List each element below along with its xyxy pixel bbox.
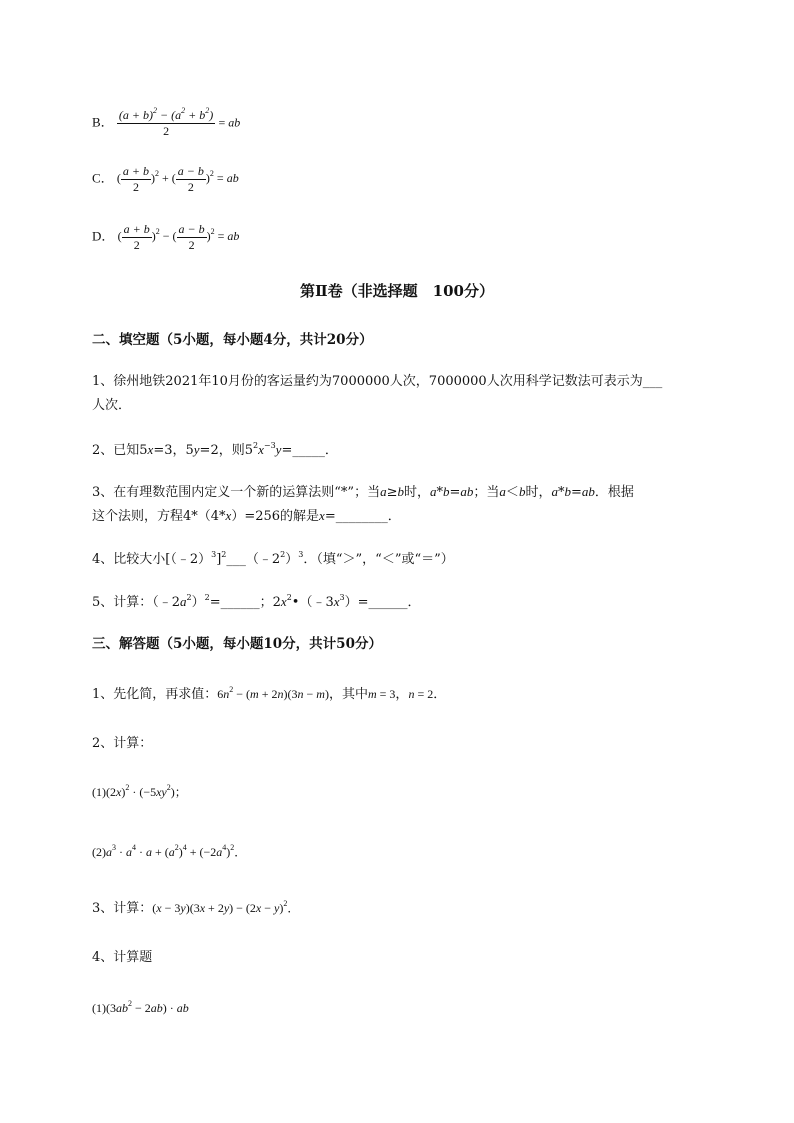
section2-heading: 二、填空题（5小题，每小题4分，共计20分） [92,332,373,348]
s3-question-2-part-2: $(2)a^3 \cdot a^4 \cdot a + (a^2)^4 + (-2a^4)^2$． [92,843,247,859]
option-d [92,222,239,253]
s2-question-3-line2: 这个法则，方程4*（4*x）=256的解是x=________． [92,508,401,524]
s2-question-1-line1: 1、徐州地铁2021年10月份的客运量约为7000000人次，7000000人次用科学记数法可表示为___ [92,374,663,389]
option-c-label: C． [92,170,114,186]
option-c [92,164,239,195]
section3-heading: 三、解答题（5小题，每小题10分，共计50分） [92,636,382,652]
s3-question-4-part-1: $(1)(3ab^2 - 2ab)$ · ab [92,999,189,1015]
option-d-formula: ( $\frac{a + b}{2}$ )$^2$ − ( $\frac{a - b}{2}$ )$^2$ = ab [117,222,240,252]
option-b-label: B． [92,114,114,130]
s2-question-5: 5、计算：$(﹣2a^2)^2=\_\_\_\_\_\_$；$2x^2•(﹣3x^3)=\_\_\_\_\_\_$． [92,593,421,610]
s3-question-2: 2、计算： [92,736,153,751]
part2-title: 第Ⅱ卷（非选择题 100分） [300,282,494,300]
s2-question-2: 2、已知5x=3，5y=2，则$5^2x^{-3}y=\_\_\_\_\_$． [92,441,338,458]
s3-question-4: 4、计算题 [92,950,153,965]
option-c-formula: ( $\frac{a + b}{2}$ )$^2$ + ( $\frac{a - b}{2}$ )$^2$ = ab [116,164,239,194]
s2-question-1-line2: 人次． [92,398,132,413]
s3-question-3: 3、计算：$(x - 3y)(3x + 2y) - (2x - y)^2$． [92,899,300,916]
s2-question-4: 4、比较大小$[(﹣2)^3]^2\_\_\_(﹣2^2)^3$．（填“＞”，“＜”或“＝”） [92,550,454,567]
option-d-label: D． [92,228,115,244]
s3-question-2-part-1: $(1)(2x)^2 \cdot (-5xy^2)$； [92,783,187,799]
option-b-formula: $\frac{(a + b)^2 - (a^2 + b^2)}{2}$ [118,106,214,138]
s3-question-1: 1、先化简，再求值：$6n^2 - (m + 2n)(3n - m)$，其中m = 3，n = 2． [92,685,447,702]
option-b: B． $\frac{(a + b)^2 - (a^2 + b^2)}{2}$ = ab [92,106,241,138]
s2-question-3-line1: 3、在有理数范围内定义一个新的运算法则“*”；当a≥b时，a*b=ab；当a＜b时，a*b=ab．根据 [92,484,634,500]
